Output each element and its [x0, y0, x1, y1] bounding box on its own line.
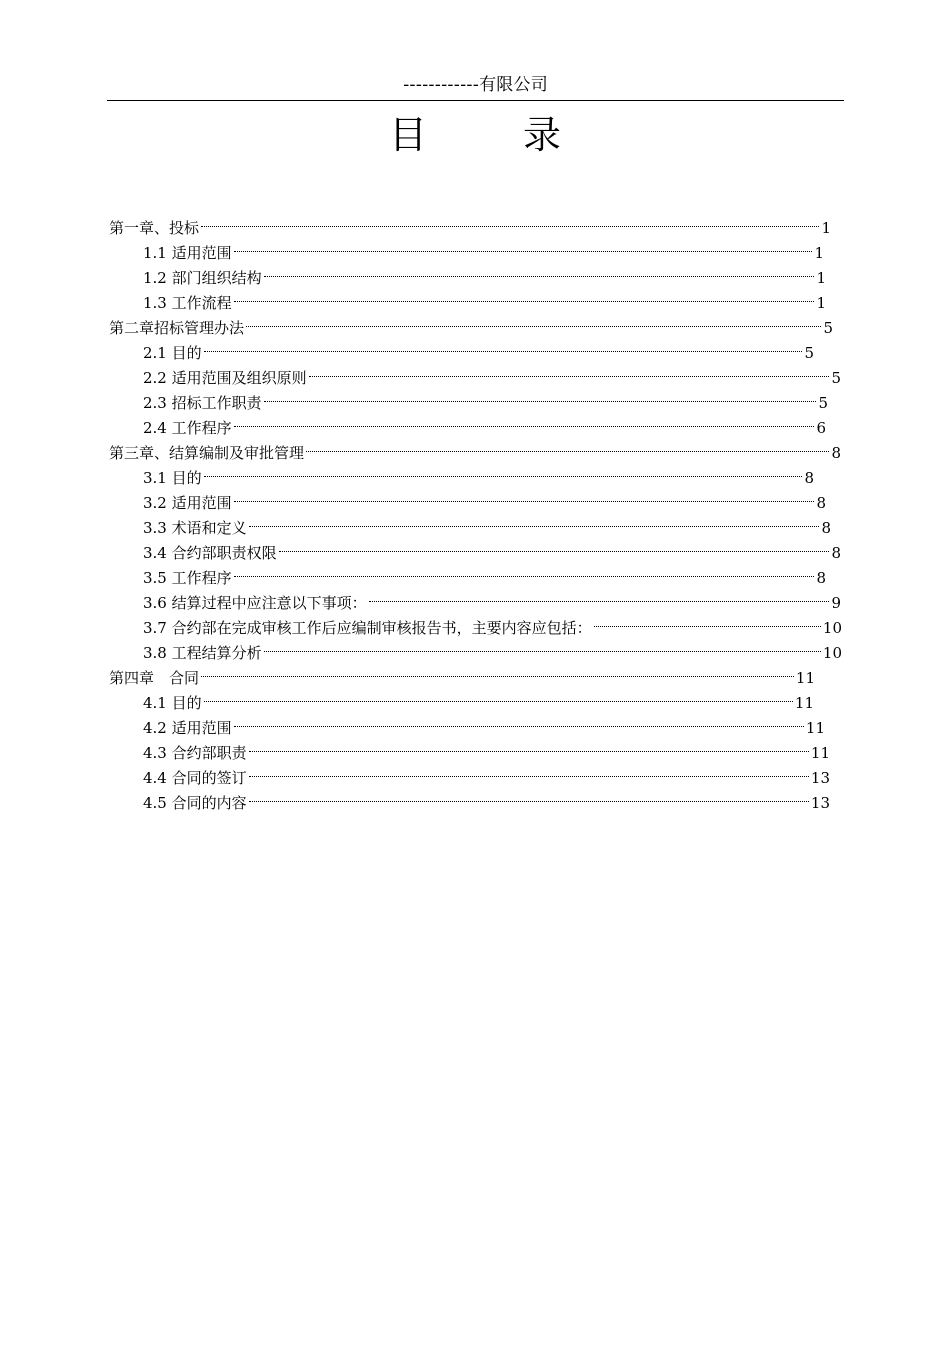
toc-entry-page: 5 [818, 394, 828, 412]
toc-entry[interactable] [143, 511, 831, 537]
toc-entry-page: 1 [821, 219, 831, 237]
toc-entry-label: 3.1 目的 [143, 469, 202, 487]
toc-entry-label: 2.2 适用范围及组织原则 [143, 369, 307, 387]
toc-entry-label: 1.3 工作流程 [143, 294, 232, 312]
toc-entry[interactable] [109, 661, 815, 687]
toc-entry-page: 11 [810, 744, 830, 762]
toc-entry-page: 10 [822, 644, 842, 662]
toc-entry[interactable] [143, 636, 842, 662]
toc-entry-page: 1 [816, 294, 826, 312]
toc-entry[interactable] [143, 286, 826, 312]
toc-entry-label: 2.4 工作程序 [143, 419, 232, 437]
toc-entry-page: 11 [805, 719, 825, 737]
toc-entry-page: 9 [831, 594, 841, 612]
toc-entry-label: 2.3 招标工作职责 [143, 394, 262, 412]
toc-entry-page: 5 [831, 369, 841, 387]
toc-entry-label: 3.7 合约部在完成审核工作后应编制审核报告书，主要内容应包括： [143, 619, 592, 637]
toc-entry[interactable] [143, 361, 841, 387]
toc-entry-label: 第一章、投标 [109, 219, 200, 237]
toc-leader-dots [279, 536, 830, 558]
toc-entry-label: 第三章、结算编制及审批管理 [109, 444, 305, 462]
toc-entry[interactable] [143, 761, 830, 787]
toc-entry-label: 1.1 适用范围 [143, 244, 232, 262]
toc-entry[interactable] [143, 711, 825, 737]
toc-leader-dots [201, 211, 819, 233]
toc-leader-dots [309, 361, 830, 383]
toc-entry-page: 6 [816, 419, 826, 437]
toc-leader-dots [204, 686, 793, 708]
toc-leader-dots [264, 636, 821, 658]
toc-entry-page: 11 [794, 694, 814, 712]
toc-entry-page: 8 [831, 544, 841, 562]
toc-entry[interactable] [143, 586, 841, 612]
toc-leader-dots [234, 411, 815, 433]
toc-leader-dots [369, 586, 830, 608]
toc-leader-dots [234, 286, 815, 308]
toc-entry-page: 8 [816, 494, 826, 512]
toc-entry[interactable] [143, 386, 828, 412]
toc-leader-dots [249, 736, 809, 758]
toc-entry[interactable] [143, 486, 826, 512]
toc-entry[interactable] [109, 311, 833, 337]
toc-leader-dots [246, 311, 821, 333]
toc-entry[interactable] [143, 261, 826, 287]
toc-leader-dots [204, 336, 803, 358]
toc-entry-label: 3.8 工程结算分析 [143, 644, 262, 662]
toc-leader-dots [264, 386, 817, 408]
toc-entry-label: 1.2 部门组织结构 [143, 269, 262, 287]
toc-entry-page: 11 [795, 669, 815, 687]
toc-title [0, 104, 950, 159]
toc-entry[interactable] [143, 236, 824, 262]
toc-entry-label: 3.2 适用范围 [143, 494, 232, 512]
toc-leader-dots [306, 436, 829, 458]
toc-entry-page: 13 [810, 769, 830, 787]
toc-entry-label: 4.2 适用范围 [143, 719, 232, 737]
toc-entry[interactable] [143, 411, 826, 437]
toc-entry-label: 4.3 合约部职责 [143, 744, 247, 762]
toc-leader-dots [594, 611, 821, 633]
toc-leader-dots [249, 511, 820, 533]
toc-leader-dots [234, 711, 804, 733]
toc-leader-dots [234, 486, 815, 508]
toc-entry-page: 13 [810, 794, 830, 812]
toc-entry[interactable] [143, 786, 830, 812]
toc-leader-dots [264, 261, 815, 283]
toc-entry[interactable] [143, 686, 814, 712]
toc-entry-label: 4.1 目的 [143, 694, 202, 712]
toc-entry-page: 1 [814, 244, 824, 262]
toc-entry-label: 3.6 结算过程中应注意以下事项： [143, 594, 367, 612]
toc-entry[interactable] [143, 736, 830, 762]
toc-entry-label: 4.5 合同的内容 [143, 794, 247, 812]
toc-title-char-1: 目 [388, 113, 427, 157]
toc-leader-dots [234, 561, 815, 583]
toc-entry[interactable] [143, 536, 841, 562]
toc-entry-label: 第二章招标管理办法 [109, 319, 245, 337]
toc-entry-label: 3.4 合约部职责权限 [143, 544, 277, 562]
toc-entry-page: 8 [831, 444, 841, 462]
toc-title-char-2: 录 [523, 113, 562, 157]
toc-entry[interactable] [143, 336, 814, 362]
toc-entry-label: 4.4 合同的签订 [143, 769, 247, 787]
toc-entry-page: 8 [816, 569, 826, 587]
toc-entry-label: 2.1 目的 [143, 344, 202, 362]
toc-entry-page: 8 [804, 469, 814, 487]
toc-entry-page: 5 [804, 344, 814, 362]
toc-entry-page: 5 [823, 319, 833, 337]
toc-entry-page: 1 [816, 269, 826, 287]
toc-entry-label: 3.3 术语和定义 [143, 519, 247, 537]
toc-leader-dots [249, 786, 809, 808]
toc-entry-page: 10 [822, 619, 842, 637]
toc-leader-dots [249, 761, 809, 783]
toc-entry-page: 8 [821, 519, 831, 537]
toc-entry[interactable] [143, 611, 842, 637]
toc-entry[interactable] [143, 561, 826, 587]
page-header [107, 68, 844, 101]
toc-entry-label: 第四章 合同 [109, 669, 200, 687]
toc-leader-dots [204, 461, 803, 483]
toc-leader-dots [234, 236, 813, 258]
toc-entry[interactable] [143, 461, 814, 487]
toc-leader-dots [201, 661, 794, 683]
toc-entry[interactable] [109, 436, 841, 462]
company-name: ------------有限公司 [403, 75, 548, 95]
toc-entry-label: 3.5 工作程序 [143, 569, 232, 587]
toc-entry[interactable] [109, 211, 831, 237]
